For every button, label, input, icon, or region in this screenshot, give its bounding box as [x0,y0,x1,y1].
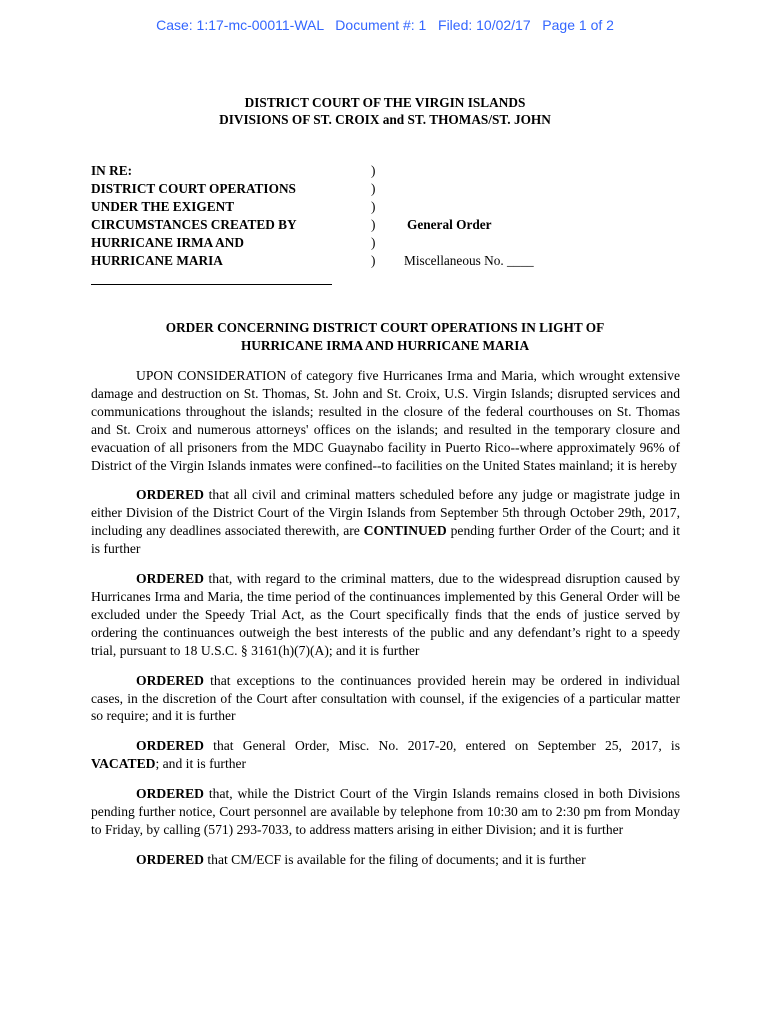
paragraph-ordered-cmecf [91,851,680,869]
vacated-label: VACATED [91,756,156,772]
paren: ) [371,253,376,268]
paragraph-text: that CM/ECF is available for the filing of documents; and it is further [203,851,586,867]
paragraph-text: that all civil and criminal matters scheduled before any judge or magistrate judge in either Division of the District Court of the Virgin Islands from September 5th through October 29th, 2017, including any deadlines associated therewith, are [91,487,680,539]
caption-line: DISTRICT COURT OPERATIONS [91,181,296,196]
paragraph-ordered-vacated [91,737,680,773]
ordered-label: ORDERED [136,672,204,688]
court-title [0,94,770,128]
paragraph-text: pending further Order of the Court; and it is further [91,523,680,557]
ordered-label: ORDERED [136,851,204,867]
general-order-label: General Order [407,217,492,232]
paragraph-text: that exceptions to the continuances provided herein may be ordered in individual cases, in the discretion of the Court after consultation with counsel, if the exigencies of a particular matter so require; and it is further [91,672,680,724]
paragraph-consideration [91,367,680,474]
ordered-label: ORDERED [136,487,204,503]
court-title-line1: DISTRICT COURT OF THE VIRGIN ISLANDS [244,95,526,110]
paragraph-text: that, while the District Court of the Virgin Islands remains closed in both Divisions pending further notice, Court personnel are available by telephone from 10:30 am to 2:30 pm from Monday to Friday, by calling (571) 293-7033, to address matters arising in either Division; and it is further [91,786,680,837]
ordered-label: ORDERED [136,786,204,802]
order-title-line2: HURRICANE IRMA AND HURRICANE MARIA [240,338,530,353]
paren: ) [371,163,376,178]
paren: ) [371,199,376,214]
case-caption [91,162,361,270]
caption-underline [91,284,332,285]
paren: ) [371,181,376,196]
paragraph-ordered-exceptions [91,672,680,726]
order-body [91,367,680,881]
continued-label: CONTINUED [363,523,447,539]
paragraph-text: that General Order, Misc. No. 2017-20, entered on September 25, 2017, is [203,738,680,754]
paren: ) [371,235,376,250]
paragraph-ordered-continuance [91,486,680,558]
ordered-label: ORDERED [136,738,204,754]
caption-line: CIRCUMSTANCES CREATED BY [91,217,297,232]
caption-line: IN RE: [91,163,133,178]
caption-line: UNDER THE EXIGENT [91,199,235,214]
court-title-line2: DIVISIONS OF ST. CROIX and ST. THOMAS/ST. JOHN [219,112,551,127]
paragraph-text: UPON CONSIDERATION of category five Hurricanes Irma and Maria, which wrought extensive damage and destruction on St. Thomas, St. John and St. Croix, U.S. Virgin Islands; disrupted services and communications throughout the islands; resulted in the closure of the federal courthouses on St. Thomas and St. Croix and numerous attorneys' offices on the islands; and resulted in the temporary closure and evacuation of all prisoners from the MDC Guaynabo facility in Puerto Rico--where approximately 96% of District of the Virgin Islands inmates were confined--to facilities on the United States mainland; it is hereby [91,368,680,473]
paragraph-text: that, with regard to the criminal matters, due to the widespread disruption caused by Hurricanes Irma and Maria, the time period of the continuances implemented by this General Order will be excluded under the Speedy Trial Act, as the Court specifically finds that the ends of justice served by ordering the continuances outweigh the best interests of the public and any defendant’s right to a speedy trial, pursuant to 18 U.S.C. § 3161(h)(7)(A); and it is further [91,571,680,658]
caption-line: HURRICANE IRMA AND [91,235,244,250]
caption-parentheses [371,162,381,270]
ordered-label: ORDERED [136,571,204,587]
paragraph-text: ; and it is further [155,756,247,772]
paren: ) [371,217,376,232]
order-title-line1: ORDER CONCERNING DISTRICT COURT OPERATIONS IN LIGHT OF [165,320,605,335]
ecf-header: Case: 1:17-mc-00011-WAL Document #: 1 Filed: 10/02/17 Page 1 of 2 [156,17,614,33]
order-title [0,319,770,355]
paragraph-ordered-speedy-trial [91,570,680,660]
caption-line: HURRICANE MARIA [91,253,223,268]
paragraph-ordered-telephone [91,785,680,839]
miscellaneous-number: Miscellaneous No. ____ [404,253,534,268]
